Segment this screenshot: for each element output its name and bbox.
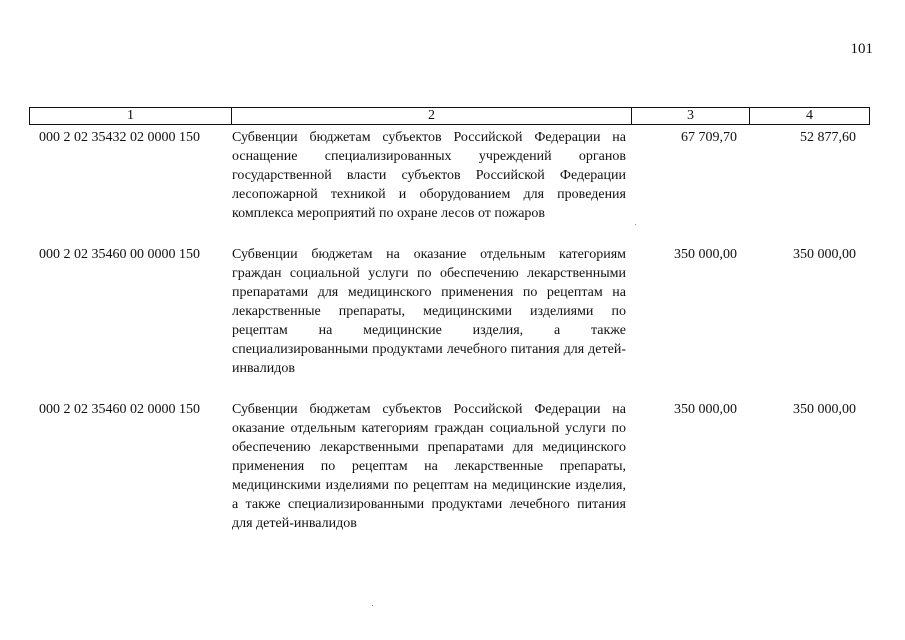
value-column-3: 67 709,70 [681, 130, 737, 145]
header-cell-3: 3 [632, 108, 750, 125]
budget-code: 000 2 02 35460 00 0000 150 [39, 247, 200, 262]
header-cell-1: 1 [30, 108, 232, 125]
table-header [29, 107, 870, 125]
value-column-4: 350 000,00 [793, 247, 856, 262]
value-column-3: 350 000,00 [674, 402, 737, 417]
page-number: 101 [850, 41, 873, 57]
row-description: Субвенции бюджетам субъектов Российской Федерации на оказание отдельным категориям граждан социальной услуги по обеспечению лекарственными препаратами для медицинского применения по рецептам на лекарственные препараты, медицинскими изделиями по рецептам на медицинские изделия, а также специализированными продуктами лечебного питания для детей-инвалидов [232, 402, 626, 531]
budget-code: 000 2 02 35460 02 0000 150 [39, 402, 200, 417]
value-column-4: 52 877,60 [800, 130, 856, 145]
header-cell-2: 2 [232, 108, 632, 125]
scan-speck [635, 224, 636, 225]
header-cell-4: 4 [750, 108, 870, 125]
budget-code: 000 2 02 35432 02 0000 150 [39, 130, 200, 145]
value-column-3: 350 000,00 [674, 247, 737, 262]
row-description: Субвенции бюджетам субъектов Российской Федерации на оснащение специализированных учреждений органов государственной власти субъектов Российской Федерации лесопожарной техникой и оборудованием для проведения комплекса мероприятий по охране лесов от пожаров [232, 130, 626, 221]
value-column-4: 350 000,00 [793, 402, 856, 417]
table-header-row [30, 108, 870, 125]
scan-speck [372, 605, 373, 606]
row-description: Субвенции бюджетам на оказание отдельным категориям граждан социальной услуги по обеспечению лекарственными препаратами для медицинского применения по рецептам на лекарственные препараты, медицинскими изделиями по рецептам на медицинские изделия, а также специализированными продуктами лечебного питания для детей-инвалидов [232, 247, 626, 376]
